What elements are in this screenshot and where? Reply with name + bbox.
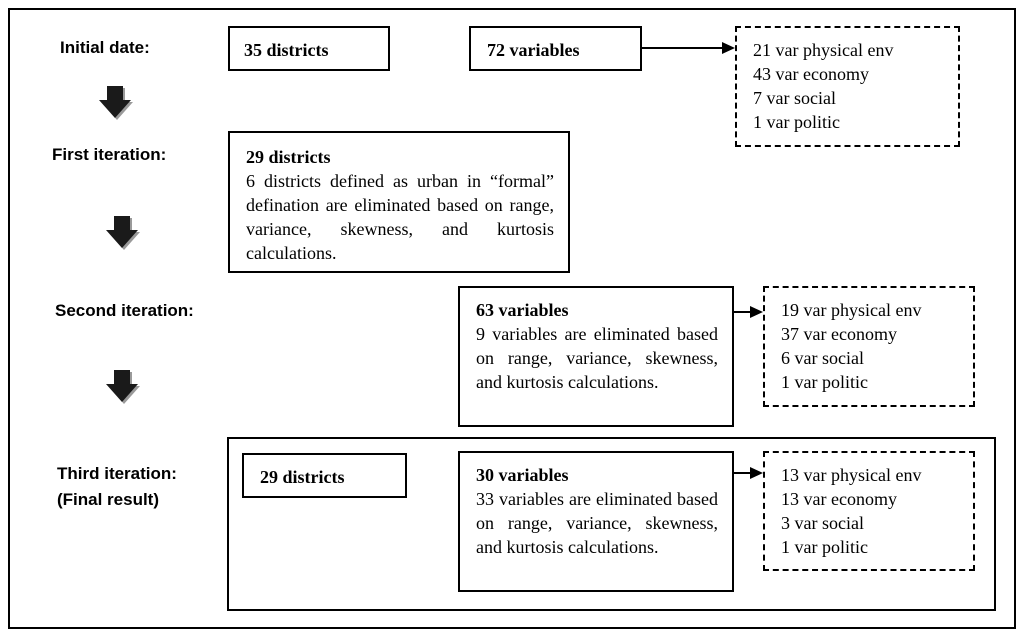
second-iteration-title: 63 variables <box>476 300 569 320</box>
third-breakdown-box <box>763 451 975 571</box>
initial-districts-box <box>228 26 390 71</box>
stage-label-final-result: (Final result) <box>57 490 160 509</box>
arrow-line <box>642 47 722 49</box>
first-iteration-title: 29 districts <box>246 147 331 167</box>
breakdown-item: 37 var economy <box>781 324 897 344</box>
breakdown-item: 19 var physical env <box>781 300 922 320</box>
stage-label-second: Second iteration: <box>55 301 194 320</box>
breakdown-item: 7 var social <box>753 88 836 108</box>
breakdown-item: 43 var economy <box>753 64 869 84</box>
first-iteration-text: 6 districts defined as urban in “formal” defination are eliminated based on range, variance, skewness, and kurtosis calculations. <box>246 171 554 263</box>
down-arrow-icon <box>97 84 137 124</box>
third-iteration-title: 30 variables <box>476 465 569 485</box>
stage-label-initial: Initial date: <box>60 38 150 57</box>
down-arrow-icon <box>104 214 144 254</box>
breakdown-item: 1 var politic <box>781 537 868 557</box>
arrow-right-icon <box>722 42 735 54</box>
initial-districts-text: 35 districts <box>244 40 329 60</box>
second-breakdown-box <box>763 286 975 407</box>
breakdown-item: 1 var politic <box>753 112 840 132</box>
stage-label-third: Third iteration: <box>57 464 177 483</box>
breakdown-item: 13 var economy <box>781 489 897 509</box>
initial-variables-text: 72 variables <box>487 40 580 60</box>
arrow-right-icon <box>750 467 763 479</box>
second-iteration-box <box>458 286 734 427</box>
breakdown-item: 21 var physical env <box>753 40 894 60</box>
initial-breakdown-box <box>735 26 960 147</box>
second-iteration-text: 9 variables are eliminated based on range, variance, skewness, and kurtosis calculations. <box>476 324 718 392</box>
breakdown-item: 1 var politic <box>781 372 868 392</box>
third-iteration-box <box>458 451 734 592</box>
down-arrow-icon <box>104 368 144 408</box>
breakdown-item: 3 var social <box>781 513 864 533</box>
arrow-right-icon <box>750 306 763 318</box>
breakdown-item: 6 var social <box>781 348 864 368</box>
third-districts-text: 29 districts <box>260 467 345 487</box>
first-iteration-box <box>228 131 570 273</box>
stage-label-first: First iteration: <box>52 145 167 164</box>
third-iteration-text: 33 variables are eliminated based on range, variance, skewness, and kurtosis calculations. <box>476 489 718 557</box>
breakdown-item: 13 var physical env <box>781 465 922 485</box>
third-districts-box <box>242 453 407 498</box>
initial-variables-box <box>469 26 642 71</box>
